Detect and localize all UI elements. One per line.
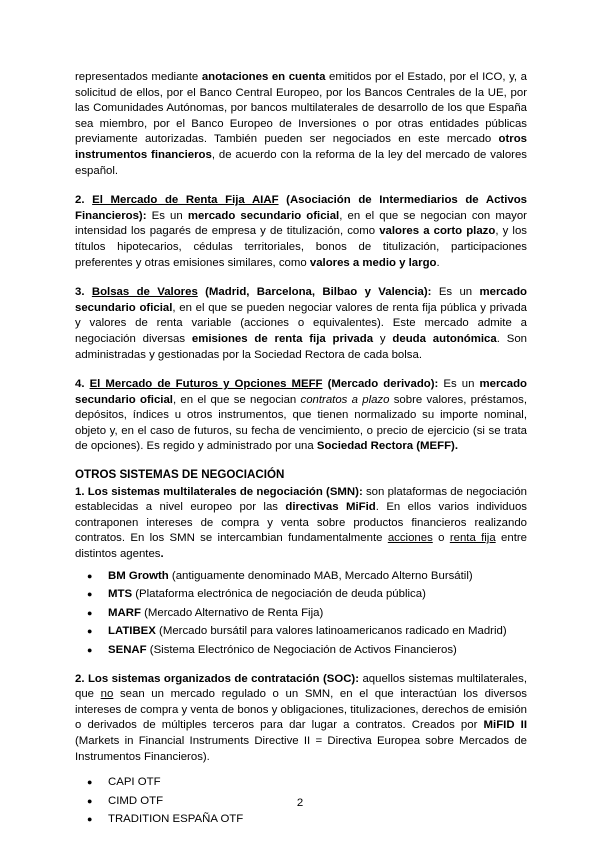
list-item: ● MARF (Mercado Alternativo de Renta Fija) (75, 606, 527, 622)
list-item: ● SENAF (Sistema Electrónico de Negociación de Activos Financieros) (75, 643, 527, 659)
paragraph-soc: 2. Los sistemas organizados de contratación (SOC): aquellos sistemas multilaterales, que no sean un mercado regulado o un SMN, en el que interactúan los diversos intereses de compra y venta de bonos y obligaciones, titulizaciones, derechos de emisión o derivados de múltiples terceros para dar lugar a contratos. Creados por MiFID II (Markets in Financial Instruments Directive II = Directiva Europea sobre Mercados de Instrumentos Financieros). (75, 672, 528, 763)
paragraph-meff: 4. El Mercado de Futuros y Opciones MEFF (Mercado derivado): Es un mercado secundario oficial, en el que se negocian contratos a plazo sobre valores, préstamos, depósitos, índices u otros instrumentos, que tienen normalizado su importe nominal, objeto y, en el caso de futuros, su fecha de vencimiento, o precio de ejercicio (si se trata de opciones). Es regido y administrado por una Sociedad Rectora (MEFF). (75, 378, 528, 453)
paragraph-aiaf: 2. El Mercado de Renta Fija AIAF (Asociación de Intermediarios de Activos Financieros): Es un mercado secundario oficial, en el que se negocian con mayor intensidad los pagarés de empresa y de titulización, como valores a corto plazo, y los títulos hipotecarios, cédulas territoriales, bonos de titulización, participaciones preferentes y otras emisiones similares, como valores a medio y largo. (75, 194, 527, 269)
list-item: ● BM Growth (antiguamente denominado MAB, Mercado Alterno Bursátil) (75, 569, 527, 585)
document-page (75, 70, 527, 831)
list-item: ● LATIBEX (Mercado bursátil para valores latinoamericanos radicado en Madrid) (75, 624, 527, 640)
page-number: 2 (296, 797, 304, 809)
paragraph-renta-fija-intro: representados mediante anotaciones en cuenta emitidos por el Estado, por el ICO, y, a solicitud de ellos, por el Banco Central Europeo, por los Bancos Centrales de la UE, por las Comunidades Autónomas, por bancos multilaterales de desarrollo de los que España sea miembro, por el Banco Europeo de Inversiones o por otras entidades públicas previamente autorizadas. También pueden ser negociados en este mercado otros instrumentos financieros, de acuerdo con la reforma de la ley del mercado de valores español. (75, 71, 527, 177)
paragraph-bolsas: 3. Bolsas de Valores (Madrid, Barcelona, Bilbao y Valencia): Es un mercado secundario oficial, en el que se pueden negociar valores de renta fija pública y privada y valores de renta variable (acciones o equivalentes). Este mercado admite a negociación diversas emisiones de renta fija privada y deuda autonómica. Son administradas y gestionadas por la Sociedad Rectora de cada bolsa. (75, 286, 527, 361)
smn-list (75, 569, 527, 659)
list-item: ● MTS (Plataforma electrónica de negociación de deuda pública) (75, 587, 527, 603)
list-item: ● CAPI OTF (75, 775, 527, 791)
list-item: ● CIMD OTF (75, 794, 527, 810)
section-title: OTROS SISTEMAS DE NEGOCIACIÓN (75, 468, 285, 482)
list-item: ● TRADITION ESPAÑA OTF (75, 812, 527, 828)
paragraph-smn: 1. Los sistemas multilaterales de negociación (SMN): son plataformas de negociación establecidas a nivel europeo por las directivas MiFid. En ellos varios individuos contraponen intereses de compra y venta sobre productos financieros realizando contratos. En los SMN se intercambian fundamentalmente acciones o renta fija entre distintos agentes. (75, 485, 527, 561)
